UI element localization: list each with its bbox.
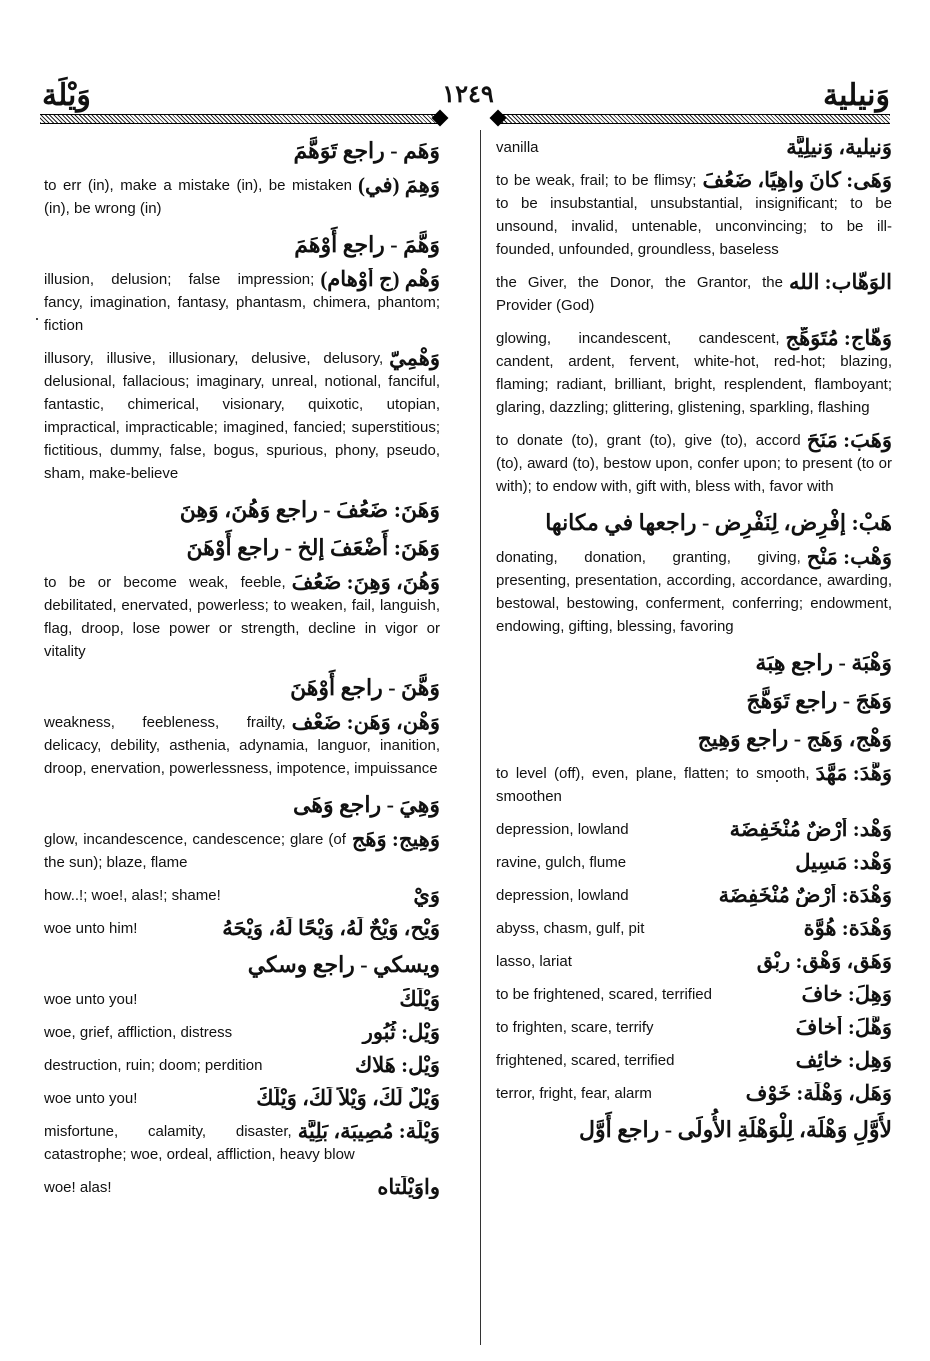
dictionary-entry	[496, 818, 892, 841]
english-definition: to level (off), even, plane, flatten; to smooth, smoothen	[496, 765, 810, 805]
english-definition: destruction, ruin; doom; perdition	[44, 1057, 263, 1074]
right-column	[496, 136, 892, 1153]
dictionary-entry	[496, 917, 892, 940]
arabic-headword: وَهِلَ: خافَ	[801, 983, 892, 1006]
english-definition: to err (in), make a mistake (in), be mistaken (in), be wrong (in)	[44, 177, 353, 217]
arabic-headword: وَهْد: مَسِيل	[795, 851, 892, 874]
english-definition: woe, grief, affliction, distress	[44, 1024, 233, 1041]
english-definition: vanilla	[496, 139, 539, 156]
arabic-headword: وَهِمَ (في)	[358, 174, 440, 197]
dictionary-entry	[496, 851, 892, 874]
english-definition: glow, incandescence, candescence; glare (of the sun); blaze, flame	[44, 831, 346, 871]
dictionary-entry	[44, 1176, 440, 1199]
english-definition: terror, fright, fear, alarm	[496, 1085, 652, 1102]
arabic-headword: وَهَل، وَهْلَة: خَوْف	[745, 1082, 892, 1105]
english-definition: how..!; woe!, alas!; shame!	[44, 887, 221, 904]
english-definition: to be or become weak, feeble, debilitated, enervated, powerless; to weaken, fail, languish, flag, droop, lose power or strength, decline in vigor or vitality	[44, 574, 440, 660]
english-definition: woe unto you!	[44, 1090, 138, 1107]
dictionary-entry	[496, 884, 892, 907]
dictionary-entry	[44, 1120, 440, 1166]
ornament-bar	[498, 114, 890, 124]
english-definition: lasso, lariat	[496, 953, 572, 970]
english-definition: to frighten, scare, terrify	[496, 1019, 654, 1036]
arabic-headword: وَهَى: كانَ واهِيًا، ضَعُفَ	[702, 169, 892, 192]
english-definition: woe! alas!	[44, 1179, 112, 1196]
arabic-headword: وَهِل: خائِف	[795, 1049, 892, 1072]
dictionary-entry	[496, 136, 892, 159]
arabic-headword: وَهِيج: وَهَج	[351, 828, 440, 851]
arabic-headword: وَنيلية، وَنيلِيَّة	[786, 136, 892, 159]
arabic-headword: وَيْل: هَلاك	[354, 1054, 440, 1077]
cross-reference: وَهِيَ - راجع وَهَى	[293, 792, 440, 817]
dictionary-entry	[496, 429, 892, 498]
arabic-headword: وَيْلَكَ	[399, 988, 440, 1011]
dictionary-entry	[44, 1087, 440, 1110]
dictionary-entry	[496, 271, 892, 317]
dictionary-entry	[496, 169, 892, 261]
english-definition: depression, lowland	[496, 821, 629, 838]
header-guide-word-right: وَنيلية	[823, 79, 890, 112]
arabic-headword: وَهَّلَ: أَخافَ	[795, 1016, 892, 1039]
dictionary-entry	[44, 1021, 440, 1044]
english-definition: to be frightened, scared, terrified	[496, 986, 712, 1003]
column-divider	[480, 130, 481, 1345]
english-definition: the Giver, the Donor, the Grantor, the Provider (God)	[496, 274, 783, 314]
arabic-headword: وَهَبَ: مَنَحَ	[806, 429, 892, 452]
english-definition: woe unto you!	[44, 991, 138, 1008]
english-definition: to be weak, frail; to be flimsy; to be insubstantial, unsubstantial, insignificant; to be unsound, invalid, untenable, unconvincing; to be ill-founded, unfounded, groundless, baseless	[496, 172, 892, 258]
print-speck	[36, 318, 38, 320]
cross-reference: وَهَّمَ - راجع أَوْهَمَ	[294, 232, 440, 257]
dictionary-entry	[496, 983, 892, 1006]
dictionary-entry	[44, 988, 440, 1011]
cross-reference: ويسكي - راجع وسكي	[247, 952, 440, 977]
english-definition: woe unto him!	[44, 920, 138, 937]
arabic-headword: وَهْب: مَنْح	[806, 546, 892, 569]
dictionary-entry	[496, 1016, 892, 1039]
dictionary-entry	[44, 347, 440, 485]
dictionary-entry	[44, 174, 440, 220]
arabic-headword: وَهُنَ، وَهِنَ: ضَعُفَ	[291, 571, 440, 594]
arabic-headword: وَهْدَة: هُوَّة	[803, 917, 892, 940]
cross-reference: لأَوَّلِ وَهْلَة، لِلْوَهْلَةِ الأُولَى - راجع أَوَّل	[578, 1117, 892, 1142]
dictionary-entry	[496, 950, 892, 973]
header-guide-word-left: وَيْلَة	[42, 79, 91, 112]
arabic-headword: وَهْمِيّ	[389, 347, 440, 370]
dictionary-entry	[44, 268, 440, 337]
english-definition: frightened, scared, terrified	[496, 1052, 675, 1069]
arabic-headword: وَهْدَة: أَرْضٌ مُنْخَفِضَة	[718, 884, 892, 907]
cross-reference: وَهَنَ: ضَعُفَ - راجع وَهُنَ، وَهِنَ	[179, 497, 440, 522]
arabic-headword: وَيْلٌ لَكَ، وَيْلاً لَكَ، وَيْلَكَ	[256, 1087, 440, 1110]
english-definition: donating, donation, granting, giving, presenting, presentation, according, accordance, awarding, bestowal, bestowing, conferment, conferring; endowment, endowing, gifting, blessing, favoring	[496, 549, 892, 635]
english-definition: illusory, illusive, illusionary, delusive, delusory, delusional, fallacious; imaginary, unreal, notional, fanciful, fantastic, chimerical, visionary, quixotic, utopian, impractical, impracticable; imagined, fancied; superstitious; fictitious, dummy, false, bogus, spurious, phony, pseudo, sham, make-believe	[44, 350, 440, 482]
dictionary-entry	[496, 762, 892, 808]
english-definition: illusion, delusion; false impression; fancy, imagination, fantasy, phantasm, chimera, phantom; fiction	[44, 271, 440, 334]
english-definition: abyss, chasm, gulf, pit	[496, 920, 645, 937]
page-number: ١٢٤٩	[442, 82, 494, 108]
ornament-bar	[40, 114, 440, 124]
arabic-headword: وَيْلَة: مُصِيبَة، بَلِيَّة	[297, 1120, 440, 1143]
dictionary-entry	[44, 571, 440, 663]
english-definition: glowing, incandescent, candescent, candent, ardent, fervent, white-hot, red-hot; blazing, flaming; radiant, brilliant, bright, resplendent, flamboyant; glaring, dazzling; glittering, glistening, sparkling, flashing	[496, 330, 892, 416]
english-definition: weakness, feebleness, frailty, delicacy, debility, asthenia, adynamia, languor, inanition, droop, enervation, powerlessness, impotence, impuissance	[44, 714, 440, 777]
header-ornament-left	[40, 112, 440, 124]
arabic-headword: الوَهّاب: الله	[788, 271, 892, 294]
dictionary-entry	[44, 711, 440, 780]
dictionary-entry	[496, 546, 892, 638]
arabic-headword: وَهّاج: مُتَوَهِّج	[785, 327, 892, 350]
arabic-headword: وَيْح، وَيْحٌ لَهُ، وَيْحًا لَهُ، وَيْحَهُ	[222, 917, 440, 940]
cross-reference: وَهْبَة - راجع هِبَة	[755, 650, 892, 675]
cross-reference: هَبْ: إفْرِض، لِنَفْرِض - راجعها في مكانها	[545, 510, 892, 535]
arabic-headword: وَهَق، وَهْق: رِبْق	[756, 950, 892, 973]
dictionary-entry	[496, 1049, 892, 1072]
dictionary-entry	[496, 327, 892, 419]
dictionary-entry	[44, 884, 440, 907]
arabic-headword: وَيْ	[413, 884, 440, 907]
cross-reference: وَهَّنَ - راجع أَوْهَنَ	[290, 675, 440, 700]
cross-reference: وَهْج، وَهَج - راجع وَهِيج	[697, 726, 892, 751]
cross-reference: وَهَنَ: أَضْعَفَ إلخ - راجع أَوْهَنَ	[186, 535, 440, 560]
arabic-headword: وَيْل: ثُبُور	[362, 1021, 440, 1044]
header-ornament-right	[498, 112, 890, 124]
arabic-headword: وَهْد: أَرْضٌ مُنْخَفِضَة	[729, 818, 892, 841]
dictionary-entry	[496, 1082, 892, 1105]
dictionary-entry	[44, 917, 440, 940]
dictionary-entry	[44, 1054, 440, 1077]
english-definition: misfortune, calamity, disaster, catastrophe; woe, ordeal, affliction, heavy blow	[44, 1123, 355, 1163]
arabic-headword: وَهْم (ج أَوْهام)	[320, 268, 440, 291]
arabic-headword: واوَيْلَتاه	[377, 1176, 440, 1199]
arabic-headword: وَهْن، وَهَن: ضَعْف	[291, 711, 440, 734]
english-definition: ravine, gulch, flume	[496, 854, 627, 871]
english-definition: to donate (to), grant (to), give (to), accord (to), award (to), bestow upon, confer upon; to present (to or with); to endow with, gift with, bless with, favor with	[496, 432, 892, 495]
left-column	[44, 136, 440, 1209]
dictionary-entry	[44, 828, 440, 874]
arabic-headword: وَهَّدَ: مَهَّدَ	[815, 762, 892, 785]
english-definition: depression, lowland	[496, 887, 629, 904]
cross-reference: وَهَم - راجع تَوَهَّمَ	[293, 138, 440, 163]
cross-reference: وَهَجَ - راجع تَوَهَّجَ	[746, 688, 892, 713]
